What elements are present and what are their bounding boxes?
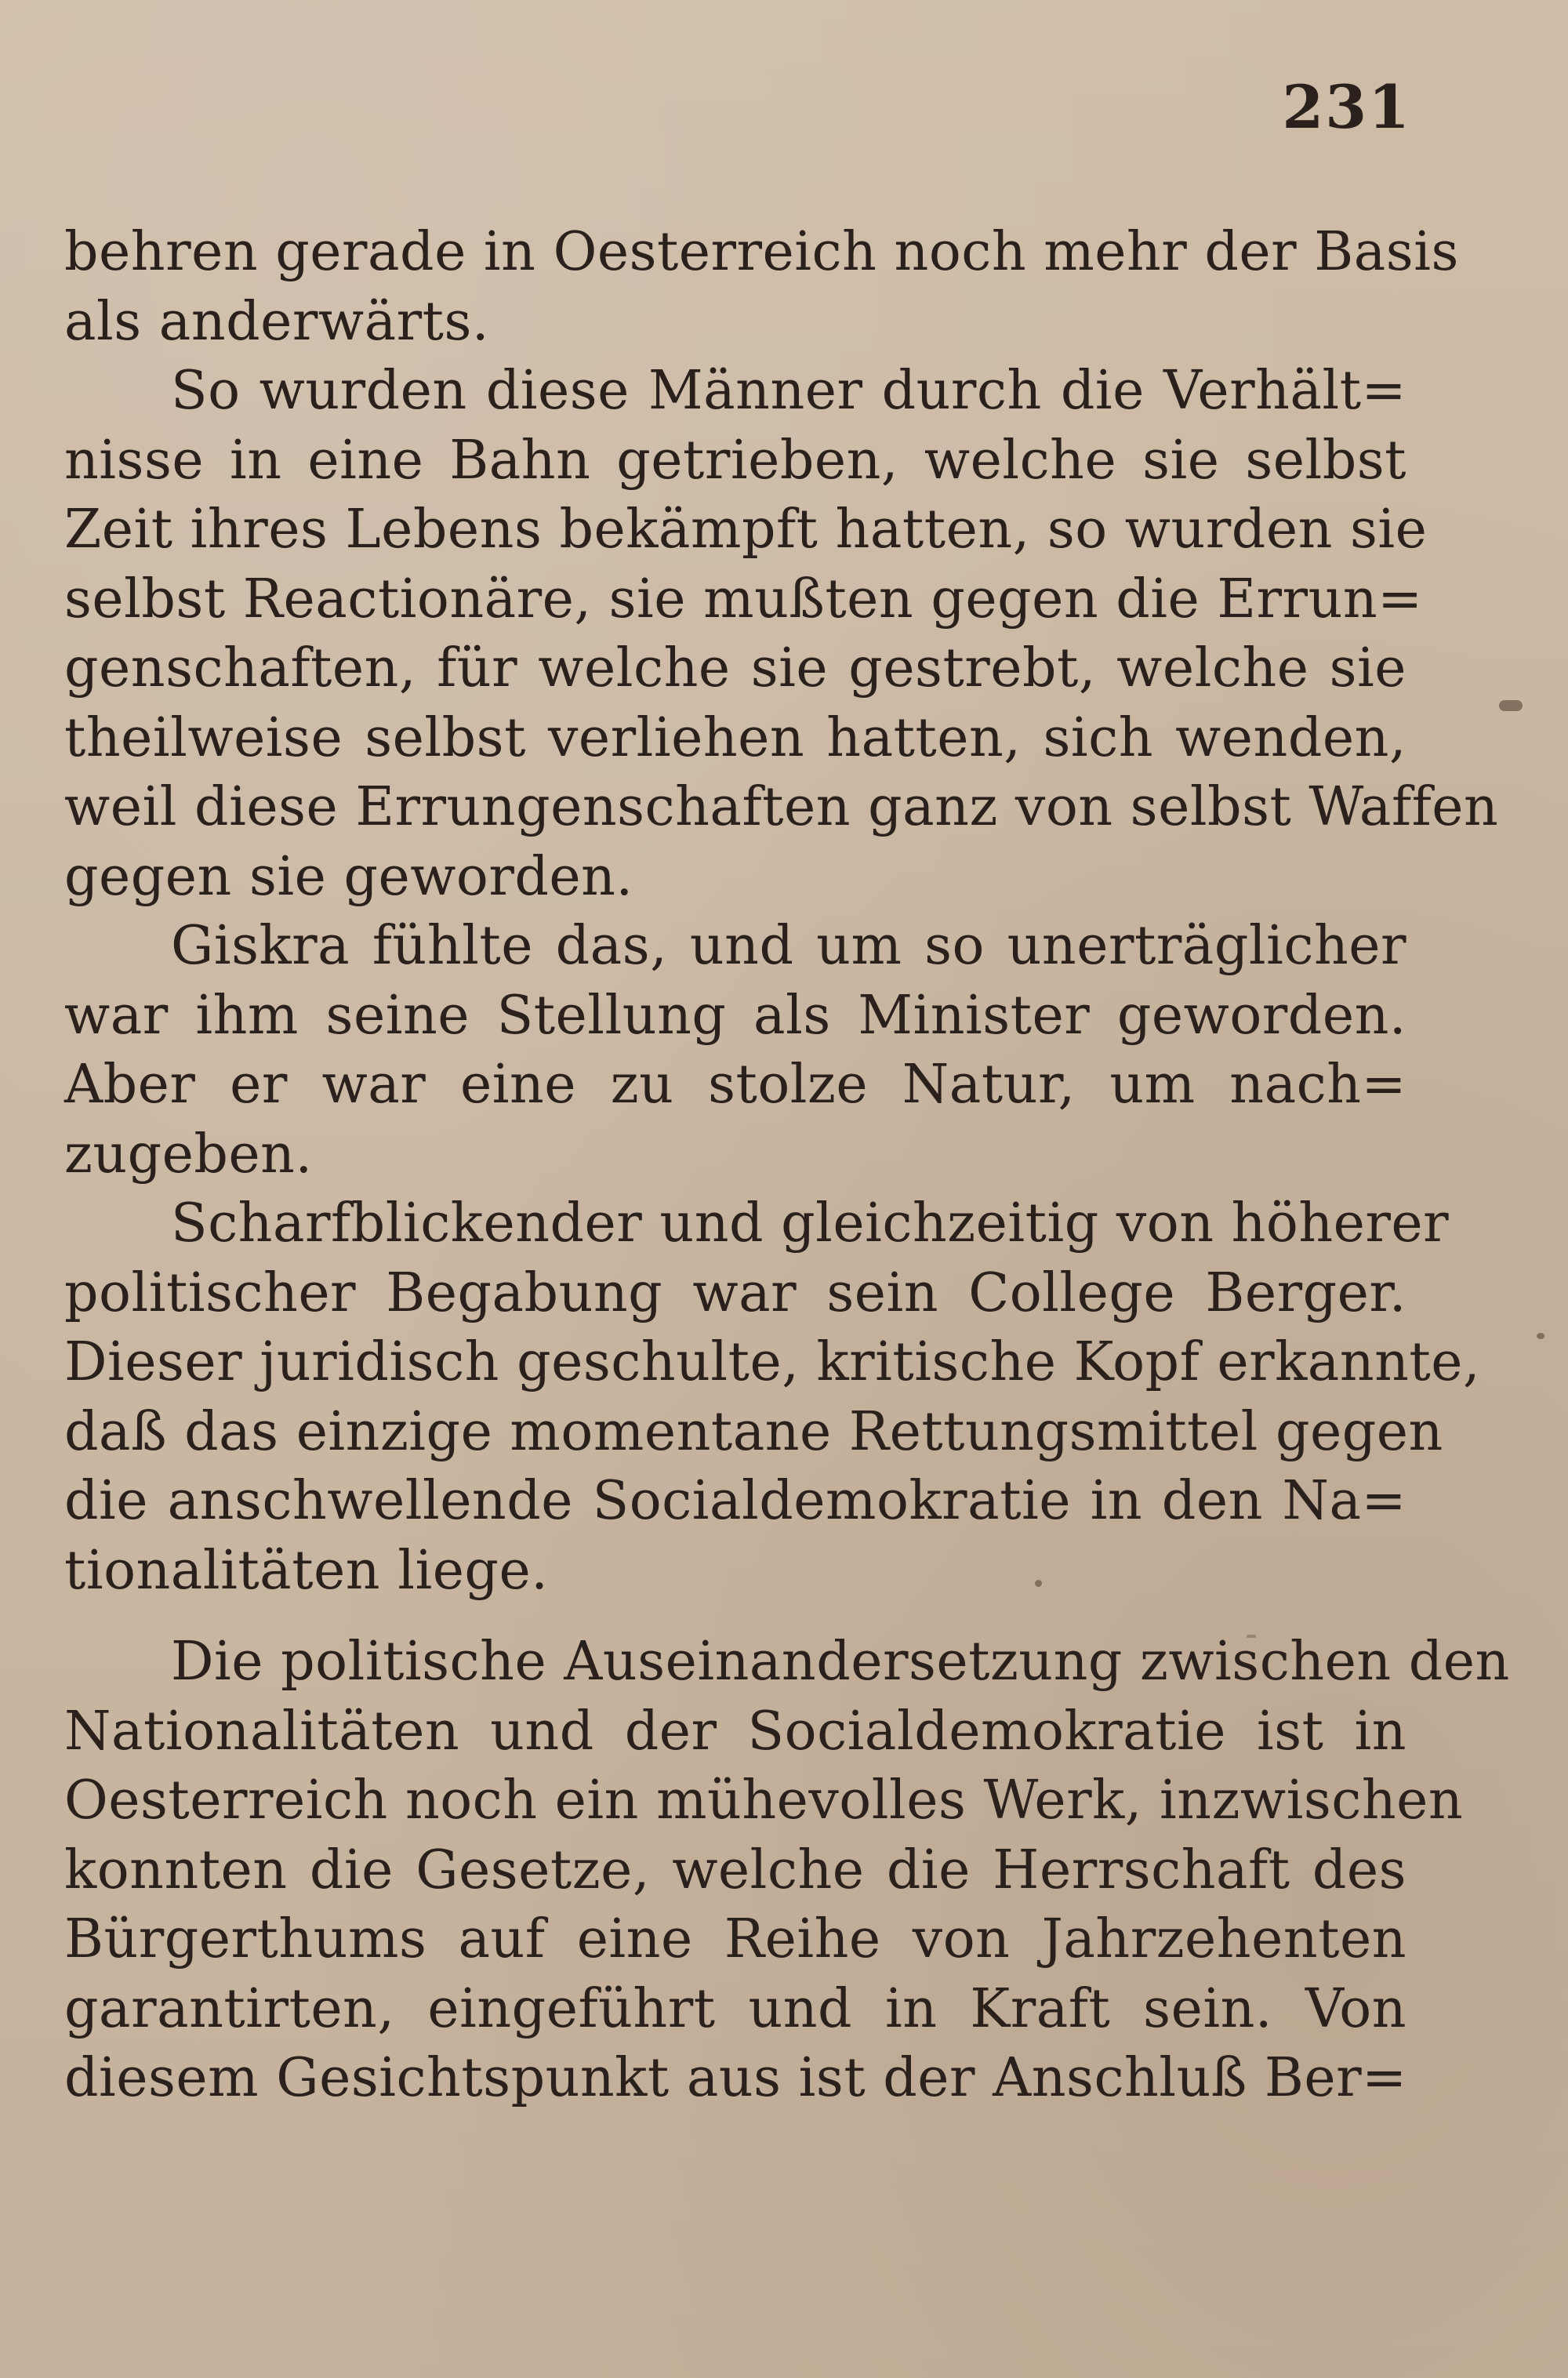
text-line: behren gerade in Oesterreich noch mehr der Basis — [64, 221, 1459, 283]
page-number: 231 — [1282, 72, 1411, 142]
body-text — [64, 218, 1510, 2114]
text-line: Dieser juridisch geschulte, kritische Kopf erkannte, — [64, 1331, 1481, 1393]
paragraph-2 — [64, 357, 1499, 912]
paragraph-gap — [64, 1606, 1406, 1628]
text-line: diesem Gesichtspunkt aus ist der Anschluß Ber= — [64, 2047, 1407, 2109]
paragraph-1 — [64, 218, 1459, 357]
paper-speck — [1247, 1635, 1256, 1638]
text-line: Zeit ihres Lebens bekämpft hatten, so wurden sie — [64, 499, 1428, 561]
text-line: selbst Reactionäre, sie mußten gegen die Errun= — [64, 568, 1423, 630]
text-line: zugeben. — [64, 1123, 313, 1185]
paper-speck — [1499, 700, 1523, 711]
text-line: So wurden diese Männer durch die Verhält= — [171, 360, 1406, 422]
text-line: Nationalitäten und der Socialdemokratie ist in — [64, 1700, 1406, 1763]
text-line: Aber er war eine zu stolze Natur, um nach= — [64, 1054, 1406, 1116]
text-line: politischer Begabung war sein College Berger. — [64, 1262, 1406, 1324]
paper-speck — [1537, 1333, 1544, 1339]
text-line: theilweise selbst verliehen hatten, sich wenden, — [64, 706, 1406, 769]
text-line: die anschwellende Socialdemokratie in den Na= — [64, 1470, 1406, 1532]
text-line: gegen sie geworden. — [64, 845, 633, 908]
text-line: war ihm seine Stellung als Minister geworden. — [64, 984, 1406, 1047]
text-line: daß das einzige momentane Rettungsmittel gegen — [64, 1400, 1443, 1463]
text-line: genschaften, für welche sie gestrebt, welche sie — [64, 637, 1406, 699]
text-line: Giskra fühlte das, und um so unerträglicher — [171, 915, 1406, 977]
text-line: Scharfblickender und gleichzeitig von höherer — [171, 1193, 1450, 1254]
text-line: garantirten, eingeführt und in Kraft sein. Von — [64, 1977, 1406, 2040]
text-line: als anderwärts. — [64, 290, 490, 353]
text-line: nisse in eine Bahn getrieben, welche sie selbst — [64, 429, 1406, 492]
paragraph-3 — [64, 912, 1406, 1189]
paragraph-5 — [64, 1628, 1510, 2114]
text-line: Die politische Auseinandersetzung zwischen den — [171, 1631, 1510, 1693]
paper-speck — [1035, 1580, 1042, 1587]
paragraph-4 — [64, 1189, 1481, 1606]
text-line: Oesterreich noch ein mühevolles Werk, inzwischen — [64, 1770, 1464, 1832]
text-line: tionalitäten liege. — [64, 1539, 549, 1602]
text-line: konnten die Gesetze, welche die Herrschaft des — [64, 1839, 1406, 1901]
text-line: Bürgerthums auf eine Reihe von Jahrzehenten — [64, 1908, 1406, 1970]
text-line: weil diese Errungenschaften ganz von selbst Waffen — [64, 776, 1499, 838]
